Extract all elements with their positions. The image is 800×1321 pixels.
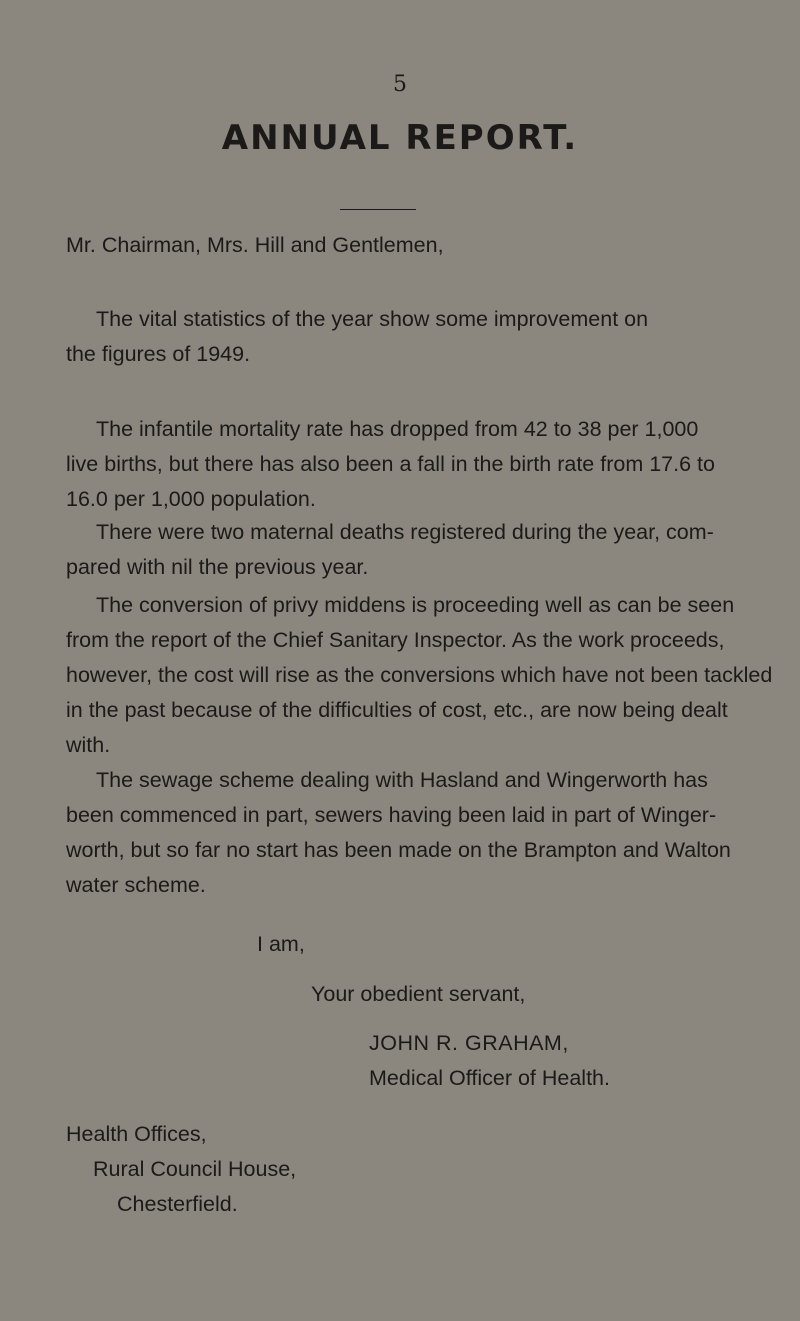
closing-servant: Your obedient servant, (311, 982, 526, 1006)
paragraph-line: from the report of the Chief Sanitary Inspector. As the work proceeds, (66, 628, 725, 652)
signatory-role: Medical Officer of Health. (369, 1066, 610, 1090)
paragraph-line: 16.0 per 1,000 population. (66, 487, 316, 511)
paragraph-line: The infantile mortality rate has dropped from 42 to 38 per 1,000 (96, 417, 699, 441)
paragraph-line: The sewage scheme dealing with Hasland and Wingerworth has (96, 768, 708, 792)
paragraph-line: however, the cost will rise as the conversions which have not been tackled (66, 663, 773, 687)
page-number: 5 (393, 72, 407, 97)
address-line: Health Offices, (66, 1122, 207, 1146)
paragraph-line: pared with nil the previous year. (66, 555, 369, 579)
paragraph-maternal-deaths (66, 515, 738, 585)
paragraph-line: live births, but there has also been a fall in the birth rate from 17.6 to (66, 452, 715, 476)
paragraph-line: There were two maternal deaths registered during the year, com- (96, 520, 714, 544)
paragraph-line: worth, but so far no start has been made on the Brampton and Walton (66, 838, 731, 862)
paragraph-line: in the past because of the difficulties of cost, etc., are now being dealt (66, 698, 728, 722)
page-title: ANNUAL REPORT. (221, 118, 579, 158)
closing-i-am: I am, (257, 932, 305, 956)
paragraph-line: The vital statistics of the year show some improvement on (96, 307, 649, 331)
paragraph-privy-middens (66, 588, 773, 763)
paragraph-vital-statistics (66, 302, 738, 372)
paragraph-sewage-scheme (66, 763, 738, 903)
paragraph-line: The conversion of privy middens is proceeding well as can be seen (96, 593, 735, 617)
paragraph-line: water scheme. (66, 873, 206, 897)
paragraph-line: the figures of 1949. (66, 342, 251, 366)
address-line: Chesterfield. (117, 1192, 238, 1216)
address-line: Rural Council House, (93, 1157, 297, 1181)
signatory-name: JOHN R. GRAHAM, (369, 1031, 569, 1055)
paragraph-infantile-mortality (66, 412, 738, 517)
salutation: Mr. Chairman, Mrs. Hill and Gentlemen, (66, 233, 444, 257)
paragraph-line: with. (66, 733, 111, 757)
paragraph-line: been commenced in part, sewers having been laid in part of Winger- (66, 803, 717, 827)
title-divider (340, 209, 416, 210)
